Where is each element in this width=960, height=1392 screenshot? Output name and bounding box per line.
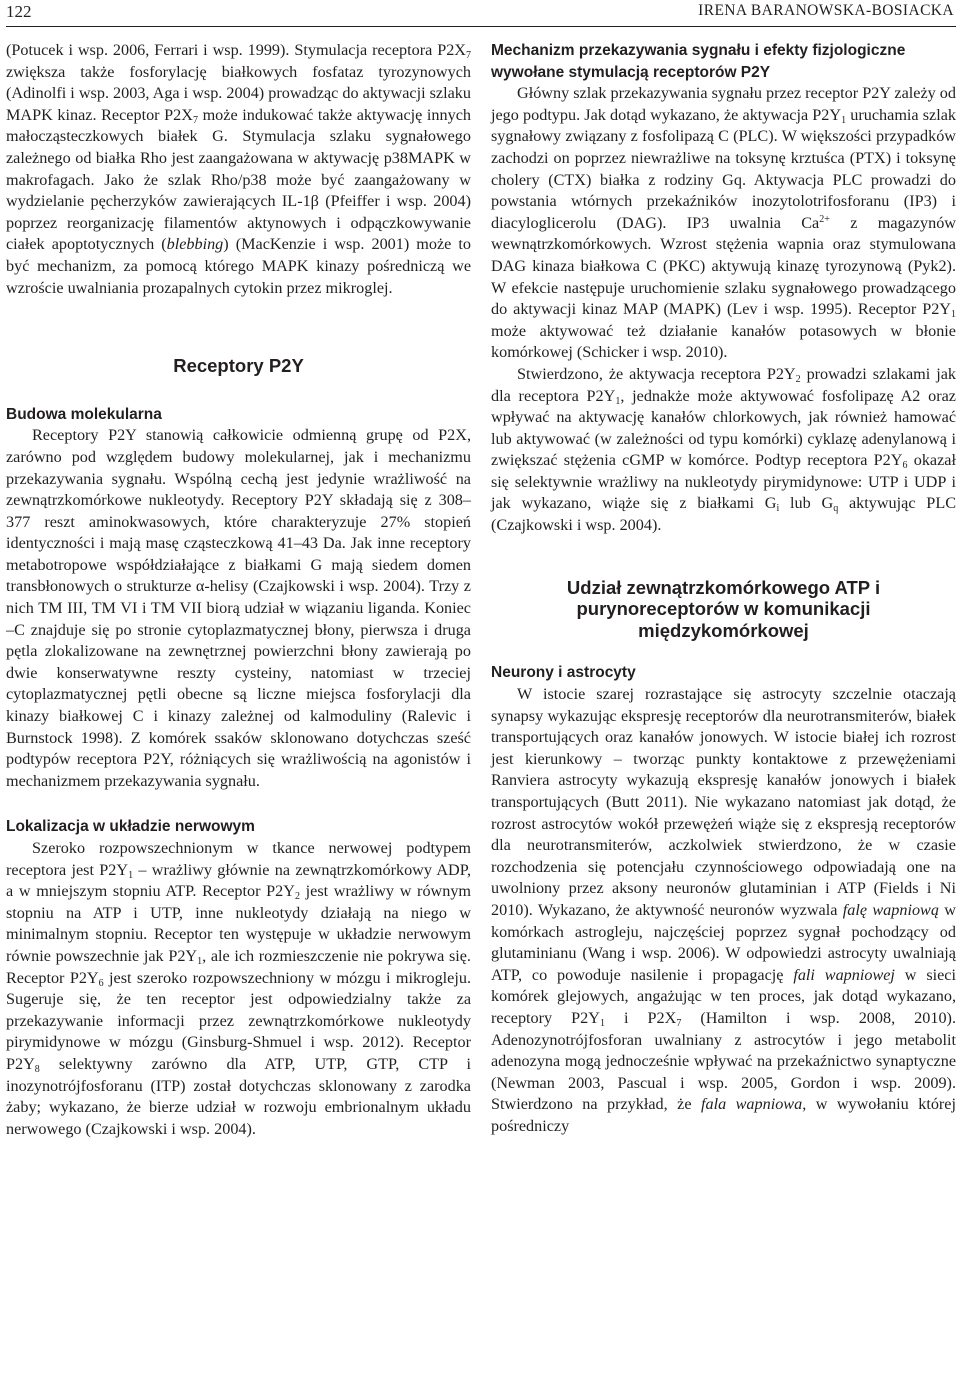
paragraph-lokalizacja: Szeroko rozpowszechnionym w tkance nerwowej podtypem receptora jest $P2Y_1$ – wrażliwy głównie na zewnątrzkomórkowy ADP, a w mniejszym stopniu ATP. Receptor $P2Y_2$ jest wrażliwy w równym stopniu na ATP i UTP, inne nukleotydy działają na niego w minimalnym stopniu. Receptor ten występuje w układzie nerwowym równie powszechnie jak $P2Y_1$, ale ich rozmieszczenie nie pokrywa się. Receptor $P2Y_6$ jest szeroko rozpowszechniony w mózgu i mikrogleju. Sugeruje się, że ten receptor jest odpowiedzialny także za przekazywanie informacji przez zewnątrzkomórkowe nukleotydy pirymidynowe w mózgu (Ginsburg-Shmuel i wsp. 2012). Receptor $P2Y_8$ selektywny zarówno dla ATP, UTP, GTP, CTP i inozynotrójfosforanu (ITP) został dotychczas sklonowany z zarodka żaby; wykazano, że bierze udział w rozwoju embrionalnym układu nerwowego (Czajkowski i wsp. 2004). <box>6 839 472 1138</box>
subsection-title-budowa: Budowa molekularna <box>6 405 162 423</box>
header-rule <box>6 26 956 27</box>
subsection-title-neurony: Neurony i astrocyty <box>491 664 636 682</box>
section-title-atp: Udział zewnątrzkomórkowego ATP i purynoreceptorów w komunikacji międzykomórkowej <box>566 576 881 641</box>
paragraph-neurony: W istocie szarej rozrastające się astrocyty szczelnie otaczają synapsy wykazując ekspresję receptorów dla neurotransmiterów, białek transportujących oraz kanałów jonowych. W istocie białej ich rozrost jest kierunkowy – tworząc punkty kontaktowe z przewężeniami Ranviera astrocyty wykazują ekspresję kanałów jonowych i białek transportujących (Butt 2011). Nie wykazano natomiast jak dotąd, że rozrost astrocytów wokół przewężeń wiąże się z ekspresją receptorów dla neurotransmiterów, aczkolwiek stwierdzono, że w czasie rozchodzenia się potencjału czynnościowego odpowiadają one na uwolniony przez aksony neuronów glutaminian i ATP (Fields i Ni 2010). Wykazano, że aktywność neuronów wyzwala falę wapniową w komórkach astrogleju, najczęściej poprzez sygnał pochodzący od glutaminianu (Wang i wsp. 2006). W odpowiedzi astrocyty uwalniają ATP, co powoduje nasilenie i propagację fali wapniowej w sieci komórek glejowych, angażując w ten proces, jak dotąd wykazano, receptory $P2Y_1$ i $P2X_7$ (Hamilton i wsp. 2008, 2010). Adenozynotrójfosforan uwalniany z astrocytów i jego metabolit adenozyna mogą jednocześnie wpływać na przekaźnictwo synaptyczne (Newman 2003, Pascual i wsp. 2005, Gordon i wsp. 2009). Stwierdzono na przykład, że fala wapniowa, w wywołaniu której pośredniczy <box>491 685 956 1135</box>
paragraph-mechanizm-1: Główny szlak przekazywania sygnału przez receptor P2Y zależy od jego podtypu. Jak dotąd wykazano, że aktywacja $P2Y_1$ uruchamia szlak sygnałowy związany z fosfolipazą C (PLC). W większości przypadków zachodzi on poprzez niewrażliwe na toksynę krztuśca (PTX) i toksynę cholery (CTX) białka z rodziny Gq. Aktywacja PLC prowadzi do powstania wtórnych przekaźników inozytolotrifosforanu (IP3) i diacyloglicerolu (DAG). IP3 uwalnia $Ca^{2+}$ z magazynów wewnątrzkomórkowych. Wzrost stężenia wapnia oraz stymulowana DAG kinaza białkowa C (PKC) aktywują kinazę tyrozynową (Pyk2). W efekcie następuje uruchomienie szlaku sygnałowego prowadzącego do aktywacji kinaz MAP (MAPK) (Lev i wsp. 1995). Receptor $P2Y_1$ może aktywować też działanie kanałów potasowych w błonie komórkowej (Schicker i wsp. 2010). <box>491 84 957 362</box>
section-title-p2y: Receptory P2Y <box>173 355 304 377</box>
paragraph-budowa: Receptory P2Y stanowią całkowicie odmienną grupę od P2X, zarówno pod względem budowy molekularnej, jak i mechanizmu przekazywania sygnału. Wspólną cechą jest jedynie wrażliwość na zewnątrzkomórkowe nukleotydy. Receptory P2Y składają się z 308–377 reszt aminokwasowych, które charakteryzuje 27% stopień identyczności i mają masę cząsteczkową 41–43 Da. Jak inne receptory metabotropowe współdziałające z białkami G mają siedem domen transbłonowych o strukturze α-helisy (Czajkowski i wsp. 2004). Trzy z nich TM III, TM VI i TM VII biorą udział w wiązaniu liganda. Koniec –C znajduje się po stronie cytoplazmatycznej błony, pierwsza i druga pętla zlokalizowane na zewnętrznej powierzchni błony zawierają po dwie konserwatywne reszty cysteiny, natomiast w trzeciej cytoplazmatycznej pętli obecne są liczne miejsca fosforylacji dla kinazy białkowej C i kinazy zależnej od kalmoduliny (Ralevic i Burnstock 1998). Z komórek ssaków sklonowano dotychczas sześć podtypów receptora P2Y, różniących się wrażliwością na agonistów i mechanizmem przekazywania sygnału. <box>6 426 471 790</box>
running-header <box>0 0 960 30</box>
paragraph-mechanizm-2: Stwierdzono, że aktywacja receptora $P2Y_2$ prowadzi szlakami jak dla receptora $P2Y_1$, jednakże może aktywować fosfolipazę A2 oraz wpływać na aktywację kanałów chlorkowych, jak również hamować lub aktywować (w zależności od typu komórki) cyklazę adenylanową i zwiększać stężenia cGMP w komórce. Podtyp receptora $P2Y_6$ okazał się selektywnie wrażliwy na nukleotydy pirymidynowe: UTP i UDP i jak wykazano, wiąże się z białkami $G_i$ lub $G_q$ aktywując PLC (Czajkowski i wsp. 2004). <box>491 364 956 535</box>
left-column <box>6 40 471 1140</box>
subsection-title-lokalizacja: Lokalizacja w układzie nerwowym <box>6 818 255 836</box>
page-number: 122 <box>6 2 32 21</box>
paragraph-intro: (Potucek i wsp. 2006, Ferrari i wsp. 1999). Stymulacja receptora $P2X_7$ zwiększa także fosforylację białkowych fosfataz tyrozynowych (Adinolfi i wsp. 2003, Aga i wsp. 2004) prowadząc do aktywacji szlaku MAPK kinaz. Receptor $P2X_7$ może indukować także aktywację innych małocząsteczkowych białek G. Stymulacja szlaku sygnałowego zależnego od białka Rho jest zaangażowana w aktywację p38MAPK w makrofagach. Jako że szlak Rho/p38 może być zaangażowany w wydzielanie pęcherzyków zawierających IL-1β (Pfeiffer i wsp. 2004) poprzez reorganizację filamentów aktynowych i odpączkowywanie ciałek apoptotycznych (blebbing) (MacKenzie i wsp. 2001) może to być mechanizm, za pomocą którego MAPK kinazy pośredniczą we wzroście uwalniania prozapalnych cytokin przez mikroglej. <box>6 41 471 297</box>
subsection-title-mechanizm: Mechanizm przekazywania sygnału i efekty fizjologiczne wywołane stymulacją receptorów P2Y <box>491 42 906 81</box>
running-author: IRENA BARANOWSKA-BOSIACKA <box>698 2 954 19</box>
right-column <box>491 40 956 1138</box>
